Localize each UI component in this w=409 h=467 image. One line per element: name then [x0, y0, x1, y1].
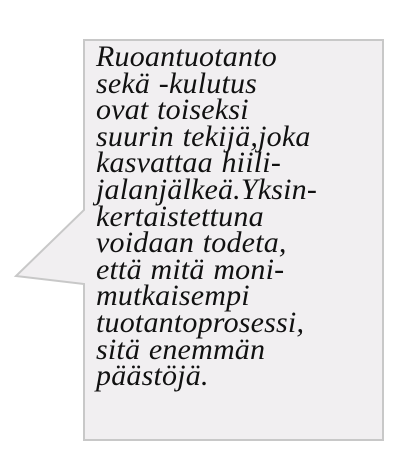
text-line: Ruoantuotanto: [96, 40, 277, 73]
text-line: voidaan todeta,: [96, 226, 287, 260]
text-line: tuotantoprosessi,: [96, 305, 305, 339]
speech-bubble-text: [96, 40, 388, 393]
text-line: kertaistettuna: [96, 199, 264, 233]
text-line: suurin tekijä,joka: [96, 119, 311, 153]
text-line: sitä enemmän: [96, 332, 266, 366]
text-line: jalanjälkeä.Yksin-: [96, 172, 318, 206]
text-line: että mitä moni-: [96, 252, 285, 286]
text-line: päästöjä.: [96, 359, 209, 393]
text-line: ovat toiseksi: [96, 93, 249, 127]
text-line: kasvattaa hiili-: [96, 146, 282, 180]
text-line: mutkaisempi: [96, 279, 250, 313]
text-line: sekä -kulutus: [96, 66, 258, 100]
